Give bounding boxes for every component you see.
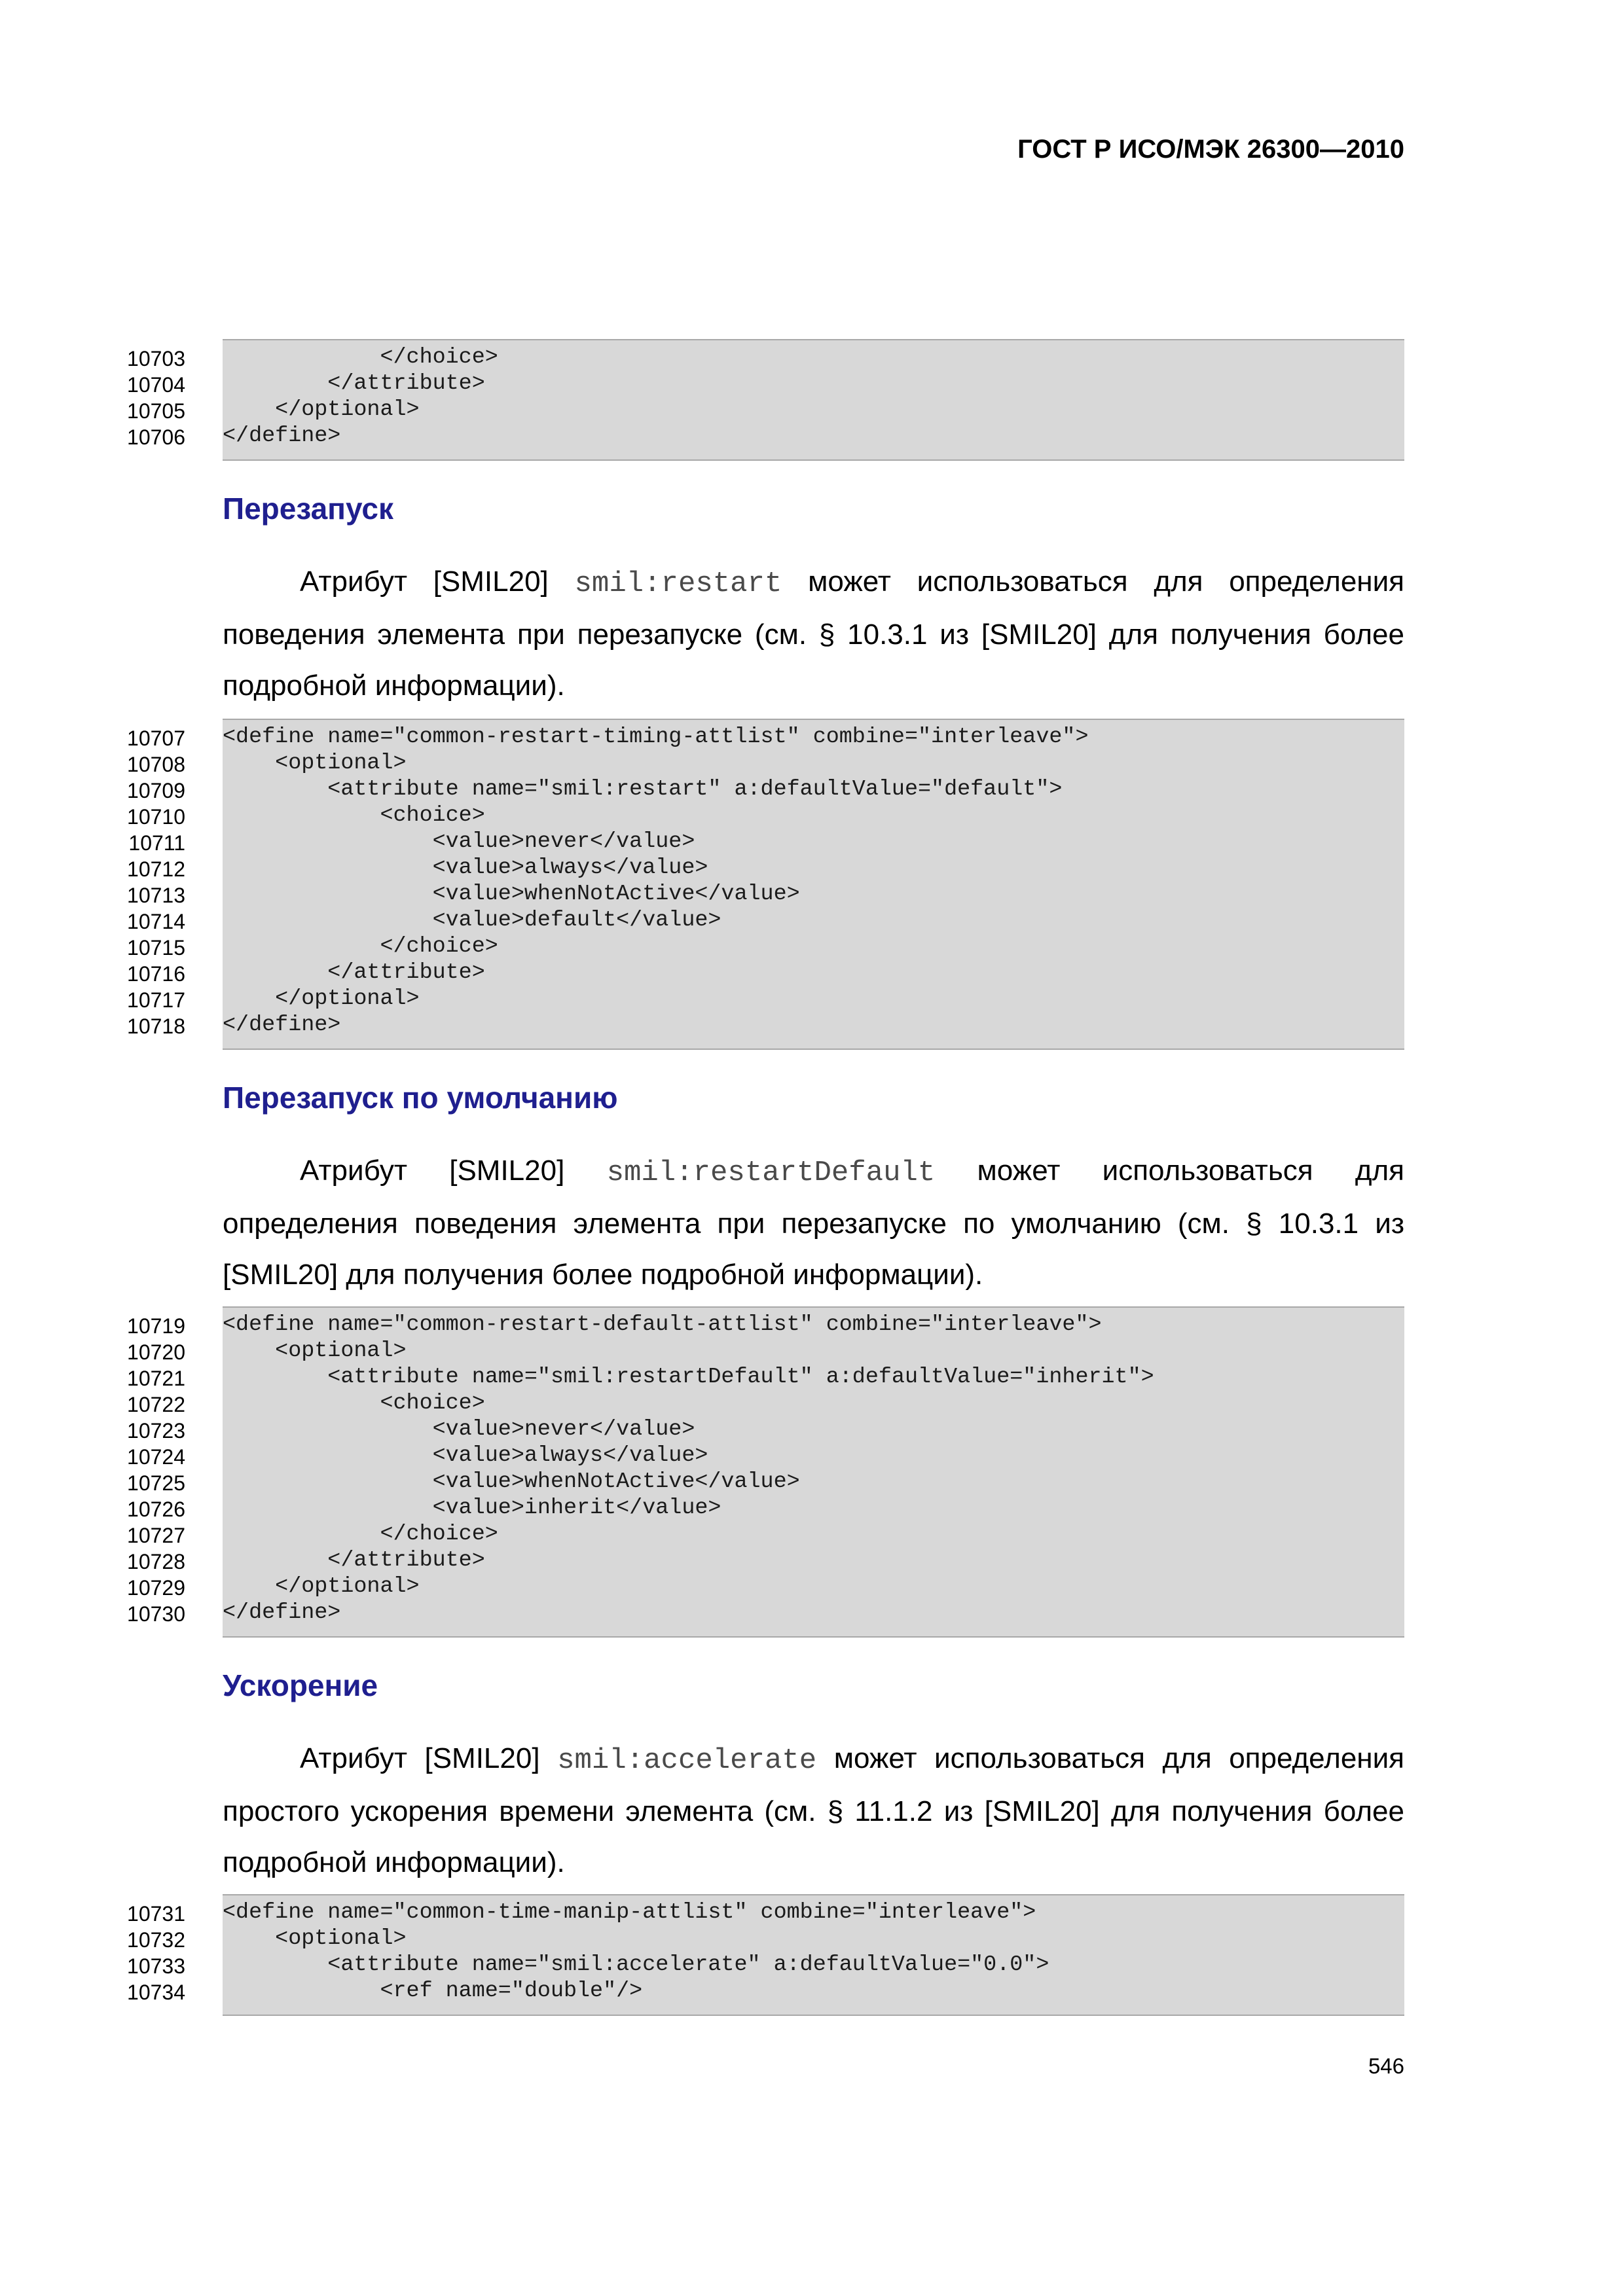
- line-number: 10732: [127, 1928, 185, 1952]
- line-number: 10703: [127, 347, 185, 370]
- line-number: 10718: [127, 1014, 185, 1038]
- code-line: <attribute name="smil:restart" a:defaultValue="default">: [223, 777, 1063, 802]
- line-number: 10710: [127, 805, 185, 829]
- code-line: </choice>: [223, 1522, 498, 1547]
- code-line: <optional>: [223, 1338, 407, 1363]
- code-block: [223, 719, 1404, 1050]
- line-number: 10723: [127, 1419, 185, 1443]
- line-numbers: [98, 720, 185, 1039]
- code-line: <value>always</value>: [223, 855, 708, 880]
- code-line: </attribute>: [223, 960, 485, 985]
- code-line: <define name="common-restart-default-attlist" combine="interleave">: [223, 1312, 1102, 1337]
- code-line: </attribute>: [223, 1548, 485, 1573]
- paragraph-text: может использоваться для определения простого ускорения времени элемента (см. § 11.1.2 из [SMIL20] для получения более подробной информации).: [223, 1742, 1405, 1878]
- code-line: </optional>: [223, 986, 420, 1011]
- line-number: 10730: [127, 1602, 185, 1626]
- code-line: <value>inherit</value>: [223, 1496, 721, 1520]
- paragraph-text: Атрибут [SMIL20]: [300, 565, 549, 598]
- line-number: 10715: [127, 936, 185, 960]
- line-number: 10733: [127, 1954, 185, 1978]
- line-number: 10713: [127, 884, 185, 907]
- line-number: 10711: [128, 831, 185, 855]
- line-number: 10709: [127, 779, 185, 802]
- line-number: 10731: [127, 1902, 185, 1926]
- code-line: <value>never</value>: [223, 1417, 695, 1442]
- line-number: 10721: [127, 1367, 185, 1390]
- code-line: </choice>: [223, 934, 498, 959]
- attribute-name: smil:accelerate: [557, 1744, 817, 1777]
- code-line: </choice>: [223, 345, 498, 370]
- line-number: 10704: [127, 373, 185, 397]
- code-line: <attribute name="smil:accelerate" a:defaultValue="0.0">: [223, 1952, 1049, 1977]
- line-number: 10729: [127, 1576, 185, 1600]
- paragraph: [223, 1733, 1404, 1888]
- section-heading: Перезапуск по умолчанию: [223, 1081, 618, 1115]
- code-line: <optional>: [223, 1926, 407, 1951]
- line-number: 10706: [127, 425, 185, 449]
- line-number: 10726: [127, 1498, 185, 1521]
- code-line: <define name="common-restart-timing-attlist" combine="interleave">: [223, 725, 1089, 749]
- paragraph: [223, 556, 1404, 711]
- code-line: </define>: [223, 1600, 341, 1625]
- line-numbers: [98, 1895, 185, 2005]
- code-block: [223, 1306, 1404, 1638]
- code-line: <value>always</value>: [223, 1443, 708, 1468]
- line-number: 10720: [127, 1340, 185, 1364]
- paragraph-text: может использоваться для определения поведения элемента при перезапуске (см. § 10.3.1 из [SMIL20] для получения более подробной информации).: [223, 565, 1405, 702]
- line-number: 10734: [127, 1981, 185, 2004]
- line-number: 10708: [127, 753, 185, 776]
- line-number: 10719: [127, 1314, 185, 1338]
- line-number: 10714: [127, 910, 185, 933]
- line-number: 10727: [127, 1524, 185, 1547]
- paragraph-text: Атрибут [SMIL20]: [300, 1742, 540, 1774]
- line-number: 10707: [127, 726, 185, 750]
- code-line: <optional>: [223, 751, 407, 776]
- code-block: [223, 1894, 1404, 2016]
- line-number: 10716: [127, 962, 185, 986]
- paragraph-text: может использоваться для определения поведения элемента при перезапуске по умолчанию (см. § 10.3.1 из [SMIL20] для получения более подробной информации).: [223, 1155, 1405, 1291]
- paragraph-text: Атрибут [SMIL20]: [300, 1155, 565, 1187]
- code-line: <value>never</value>: [223, 829, 695, 854]
- code-line: </attribute>: [223, 371, 485, 396]
- code-line: <value>whenNotActive</value>: [223, 882, 800, 906]
- code-line: </optional>: [223, 1574, 420, 1599]
- line-number: 10722: [127, 1393, 185, 1416]
- code-line: <value>whenNotActive</value>: [223, 1469, 800, 1494]
- code-block: [223, 339, 1404, 461]
- line-number: 10725: [127, 1471, 185, 1495]
- code-line: <define name="common-time-manip-attlist" combine="interleave">: [223, 1900, 1036, 1925]
- line-number: 10724: [127, 1445, 185, 1469]
- page-number: 546: [1368, 2054, 1404, 2078]
- code-line: </define>: [223, 1013, 341, 1037]
- line-numbers: [98, 340, 185, 450]
- standard-designation: ГОСТ Р ИСО/МЭК 26300—2010: [1017, 135, 1404, 164]
- attribute-name: smil:restart: [574, 567, 782, 600]
- attribute-name: smil:restartDefault: [606, 1157, 936, 1189]
- code-line: <choice>: [223, 1391, 485, 1416]
- section-heading: Ускорение: [223, 1668, 378, 1702]
- code-line: <attribute name="smil:restartDefault" a:defaultValue="inherit">: [223, 1365, 1154, 1390]
- section-heading: Перезапуск: [223, 492, 393, 526]
- line-number: 10728: [127, 1550, 185, 1573]
- code-line: <value>default</value>: [223, 908, 721, 933]
- line-numbers: [98, 1308, 185, 1627]
- line-number: 10712: [127, 857, 185, 881]
- code-line: </optional>: [223, 397, 420, 422]
- code-line: </define>: [223, 423, 341, 448]
- line-number: 10705: [127, 399, 185, 423]
- code-line: <choice>: [223, 803, 485, 828]
- line-number: 10717: [127, 988, 185, 1012]
- code-line: <ref name="double"/>: [223, 1979, 643, 2003]
- paragraph: [223, 1145, 1404, 1300]
